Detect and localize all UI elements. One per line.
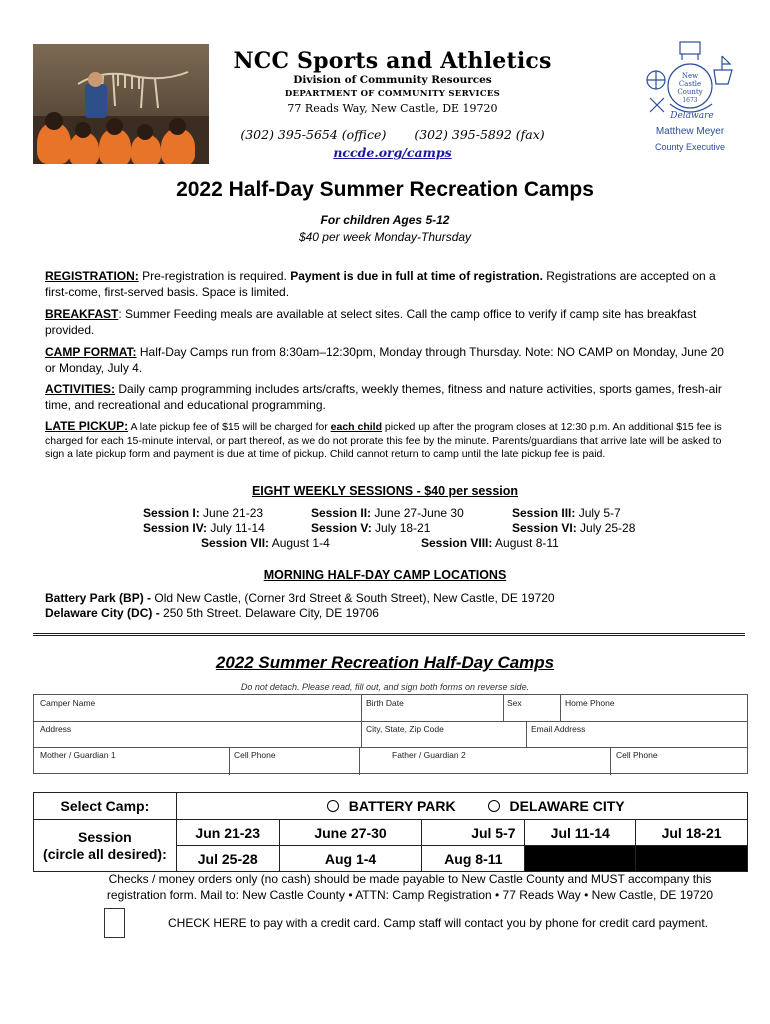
session-6: Session VI: July 25-28	[512, 521, 636, 535]
radio-icon[interactable]	[327, 800, 339, 812]
birth-date-field[interactable]: Birth Date	[366, 698, 404, 708]
session-4: Session IV: July 11-14	[143, 521, 265, 535]
county-executive-title: County Executive	[654, 142, 726, 152]
session-option-jun-21-23[interactable]: Jun 21-23	[176, 820, 279, 846]
late-pickup-label: LATE PICKUP:	[45, 419, 129, 433]
cell-phone-1-field[interactable]: Cell Phone	[234, 750, 276, 760]
battery-park-option[interactable]: BATTERY PARK	[327, 798, 456, 814]
breakfast-text: : Summer Feeding meals are available at select sites. Call the camp office to verify if camp site has breakfast provided.	[45, 307, 697, 337]
price-line: $40 per week Monday-Thursday	[298, 230, 472, 244]
late-pickup-emphasis: each child	[330, 421, 383, 433]
session-2: Session II: June 27-June 30	[311, 506, 464, 520]
session-option-jul-11-14[interactable]: Jul 11-14	[525, 820, 636, 846]
camp-format-paragraph	[45, 345, 735, 376]
home-phone-field[interactable]: Home Phone	[565, 698, 615, 708]
session-option-aug-8-11[interactable]: Aug 8-11	[422, 846, 525, 872]
session-option-aug-1-4[interactable]: Aug 1-4	[279, 846, 422, 872]
camps-link[interactable]: nccde.org/camps	[333, 145, 452, 160]
radio-icon[interactable]	[488, 800, 500, 812]
county-seal-icon	[642, 40, 738, 130]
credit-card-label: CHECK HERE to pay with a credit card. Camp staff will contact you by phone for credit card payment.	[168, 916, 709, 930]
seal-line-3: County	[677, 88, 703, 96]
session-option-jul-5-7[interactable]: Jul 5-7	[422, 820, 525, 846]
department-name: DEPARTMENT OF COMMUNITY SERVICES	[284, 89, 501, 99]
seal-line-1: New	[681, 72, 699, 80]
session-5: Session V: July 18-21	[311, 521, 431, 535]
session-label: Session (circle all desired):	[34, 820, 177, 872]
seal-delaware: Delaware	[670, 111, 714, 121]
seal-line-2: Castle	[678, 80, 702, 88]
registration-paragraph	[45, 269, 735, 300]
late-pickup-text-2: picked up after the program closes at 12:30 p.m. An additional $15 fee is charged for each 15-minute interval, or part thereof, as we do not prorate this fee by the minute. Parents/guardians that arrive late will be asked to sign a late pickup form and payment is due at time of pickup. Child cannot return to camp until the late pickup fee is paid.	[45, 421, 722, 460]
session-option-jul-25-28[interactable]: Jul 25-28	[176, 846, 279, 872]
activities-paragraph	[45, 382, 735, 413]
email-field[interactable]: Email Address	[531, 724, 586, 734]
sessions-heading: EIGHT WEEKLY SESSIONS - $40 per session	[251, 484, 519, 498]
activities-text: Daily camp programming includes arts/crafts, weekly themes, fitness and nature activities, sports games, fresh-air time, and recreational and educational programming.	[45, 382, 722, 412]
blank-cell	[636, 846, 748, 872]
address-field[interactable]: Address	[40, 724, 72, 734]
breakfast-paragraph	[45, 307, 735, 338]
late-pickup-text-1: A late pickup fee of $15 will be charged for	[128, 421, 331, 433]
delaware-city-option[interactable]: DELAWARE CITY	[488, 798, 625, 814]
location-battery-park: Battery Park (BP) - Old New Castle, (Corner 3rd Street & South Street), New Castle, DE 19720	[45, 591, 555, 605]
session-8: Session VIII: August 8-11	[421, 536, 559, 550]
blank-cell	[525, 846, 636, 872]
sex-field[interactable]: Sex	[507, 698, 522, 708]
payment-instructions: Checks / money orders only (no cash) should be made payable to New Castle County and MUST accompany this registration form. Mail to: New Castle County • ATTN: Camp Registration • 77 Reads Way • New Castle, DE 19720	[106, 872, 714, 902]
registration-text-2: Registrations are accepted on a first-come, first-served basis. Space is limited.	[45, 269, 716, 299]
fax-number: (302) 395-5892 (fax)	[414, 127, 545, 142]
page-title: 2022 Half-Day Summer Recreation Camps	[176, 178, 594, 201]
late-pickup-paragraph	[45, 420, 735, 462]
divider-line	[33, 633, 745, 638]
camp-format-label: CAMP FORMAT:	[45, 345, 137, 359]
guardian-1-field[interactable]: Mother / Guardian 1	[40, 750, 116, 760]
breakfast-label: BREAKFAST	[45, 307, 119, 321]
camp-format-text: Half-Day Camps run from 8:30am–12:30pm, Monday through Thursday. Note: NO CAMP on Monday, June 20 or Monday, July 4.	[45, 345, 724, 375]
credit-card-checkbox[interactable]	[104, 908, 125, 938]
registration-text-1: Pre-registration is required.	[138, 269, 291, 283]
guardian-2-field[interactable]: Father / Guardian 2	[392, 750, 466, 760]
org-address: 77 Reads Way, New Castle, DE 19720	[287, 102, 498, 115]
camp-selection-table	[33, 792, 748, 872]
session-3: Session III: July 5-7	[512, 506, 621, 520]
office-phone: (302) 395-5654 (office)	[240, 127, 387, 142]
registration-bold: Payment is due in full at time of registration.	[290, 269, 543, 283]
locations-heading: MORNING HALF-DAY CAMP LOCATIONS	[263, 568, 507, 582]
division-name: Division of Community Resources	[293, 74, 492, 86]
session-1: Session I: June 21-23	[143, 506, 264, 520]
age-range: For children Ages 5-12	[320, 213, 450, 227]
session-option-june-27-30[interactable]: June 27-30	[279, 820, 422, 846]
session-7: Session VII: August 1-4	[201, 536, 330, 550]
select-camp-label: Select Camp:	[34, 793, 177, 820]
camper-info-grid	[33, 694, 748, 774]
seal-year: 1673	[682, 97, 698, 104]
city-state-zip-field[interactable]: City, State, Zip Code	[366, 724, 444, 734]
activities-label: ACTIVITIES:	[45, 382, 116, 396]
registration-label: REGISTRATION:	[45, 269, 139, 283]
form-title: 2022 Summer Recreation Half-Day Camps	[215, 653, 555, 672]
form-note: Do not detach. Please read, fill out, and sign both forms on reverse side.	[240, 682, 530, 692]
county-executive-name: Matthew Meyer	[655, 126, 725, 137]
camper-name-field[interactable]: Camper Name	[40, 698, 96, 708]
location-delaware-city: Delaware City (DC) - 250 5th Street. Delaware City, DE 19706	[45, 606, 379, 620]
camp-options	[176, 793, 747, 820]
contact-phones	[215, 127, 570, 142]
cell-phone-2-field[interactable]: Cell Phone	[616, 750, 658, 760]
org-name: NCC Sports and Athletics	[233, 48, 552, 74]
session-option-jul-18-21[interactable]: Jul 18-21	[636, 820, 748, 846]
camp-photo	[33, 44, 209, 164]
